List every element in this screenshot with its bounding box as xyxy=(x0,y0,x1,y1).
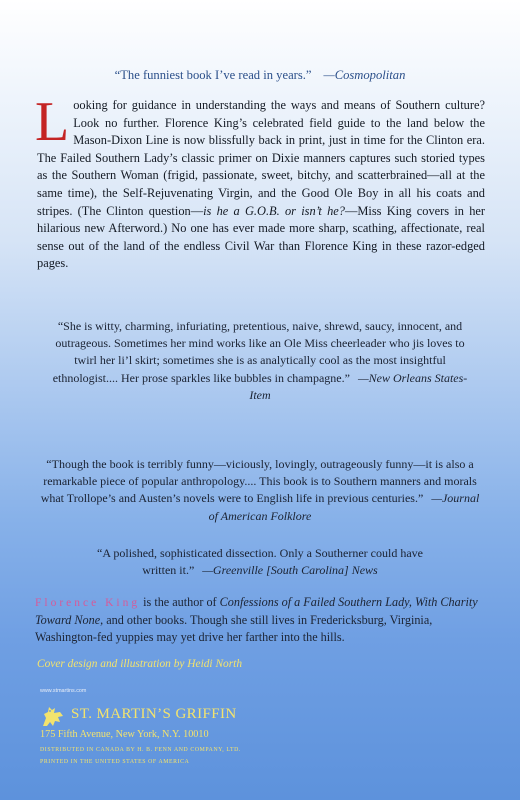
distribution-note: DISTRIBUTED IN CANADA BY H. B. FENN AND COMPANY, LTD. xyxy=(40,747,241,753)
printed-note: PRINTED IN THE UNITED STATES OF AMERICA xyxy=(40,759,190,765)
drop-cap: L xyxy=(35,91,70,153)
blurb-text-2: —Miss King covers in her hilarious new Afterword.) No one has ever made more sharp, scathing, affectionate, real sense out of the land of the endless Civil War than Florence King in these razor-edged pages. xyxy=(37,203,486,271)
publisher-address: 175 Fifth Avenue, New York, N.Y. 10010 xyxy=(40,729,209,740)
review-quote xyxy=(0,545,520,579)
publisher-url: www.stmartins.com xyxy=(40,688,87,694)
review-text: “A polished, sophisticated dissection. Only a Southerner could have written it.” xyxy=(97,546,423,578)
bio-text-2: and other books. Though she still lives in Fredericksburg, Virginia, Washington-fed yuppies may yet drive her farther into the hills. xyxy=(35,613,433,645)
cover-credit: Cover design and illustration by Heidi North xyxy=(37,658,243,670)
publisher-block xyxy=(40,702,300,772)
review-text: “She is witty, charming, infuriating, pretentious, naive, shrewd, saucy, innocent, and outrageous. Sometimes her mind works like an Ole Miss cheerleader who jis loves to twirl her li’l skirt; sometimes she is as analytically cool as the most insightful ethnologist.... Her prose sparkles like bubbles in champagne.” xyxy=(52,319,465,385)
blurb-text-1: ooking for guidance in understanding the ways and means of Southern culture? Look no further. Florence King’s celebrated field guide to the land below the Mason-Dixon Line is now blissfully back in print, just in time for the Clinton era. The Failed Southern Lady’s classic primer on Dixie manners captures such storied types as the Southern Woman (frigid, passionate, sweet, bitchy, and scatterbrained—all at the same time), the Self-Rejuvenating Virgin, and the Good Ole Boy in all his coats and stripes. (The Clinton question— xyxy=(37,98,485,218)
bio-text-1: is the author of xyxy=(140,595,220,609)
review-quote xyxy=(0,456,520,525)
publisher-name: ST. MARTIN’S GRIFFIN xyxy=(71,706,237,722)
top-quote-text: “The funniest book I’ve read in years.” xyxy=(114,68,312,82)
review-quote xyxy=(0,318,520,404)
review-text: “Though the book is terribly funny—viciously, lovingly, outrageously funny—it is also a remarkable piece of popular anthropology.... This book is to Southern manners and morals what Trollope’s and Austen’s novels were to English life in previous centuries.” xyxy=(40,457,477,506)
griffin-icon xyxy=(40,704,66,730)
author-bio xyxy=(35,594,487,647)
bio-books: Confessions of a Failed Southern Lady, With Charity Toward None, xyxy=(35,595,478,628)
blurb-text-italic: is he a G.O.B. or isn’t he? xyxy=(203,203,345,218)
review-source: —Greenville [South Carolina] News xyxy=(202,563,378,578)
blurb-paragraph xyxy=(35,91,486,273)
review-source: —Journal of American Folklore xyxy=(208,491,480,523)
top-quote-source: —Cosmopolitan xyxy=(323,68,406,82)
review-source: —New Orleans States-Item xyxy=(249,370,468,402)
author-name: Florence King xyxy=(35,597,141,609)
top-quote xyxy=(0,68,520,83)
